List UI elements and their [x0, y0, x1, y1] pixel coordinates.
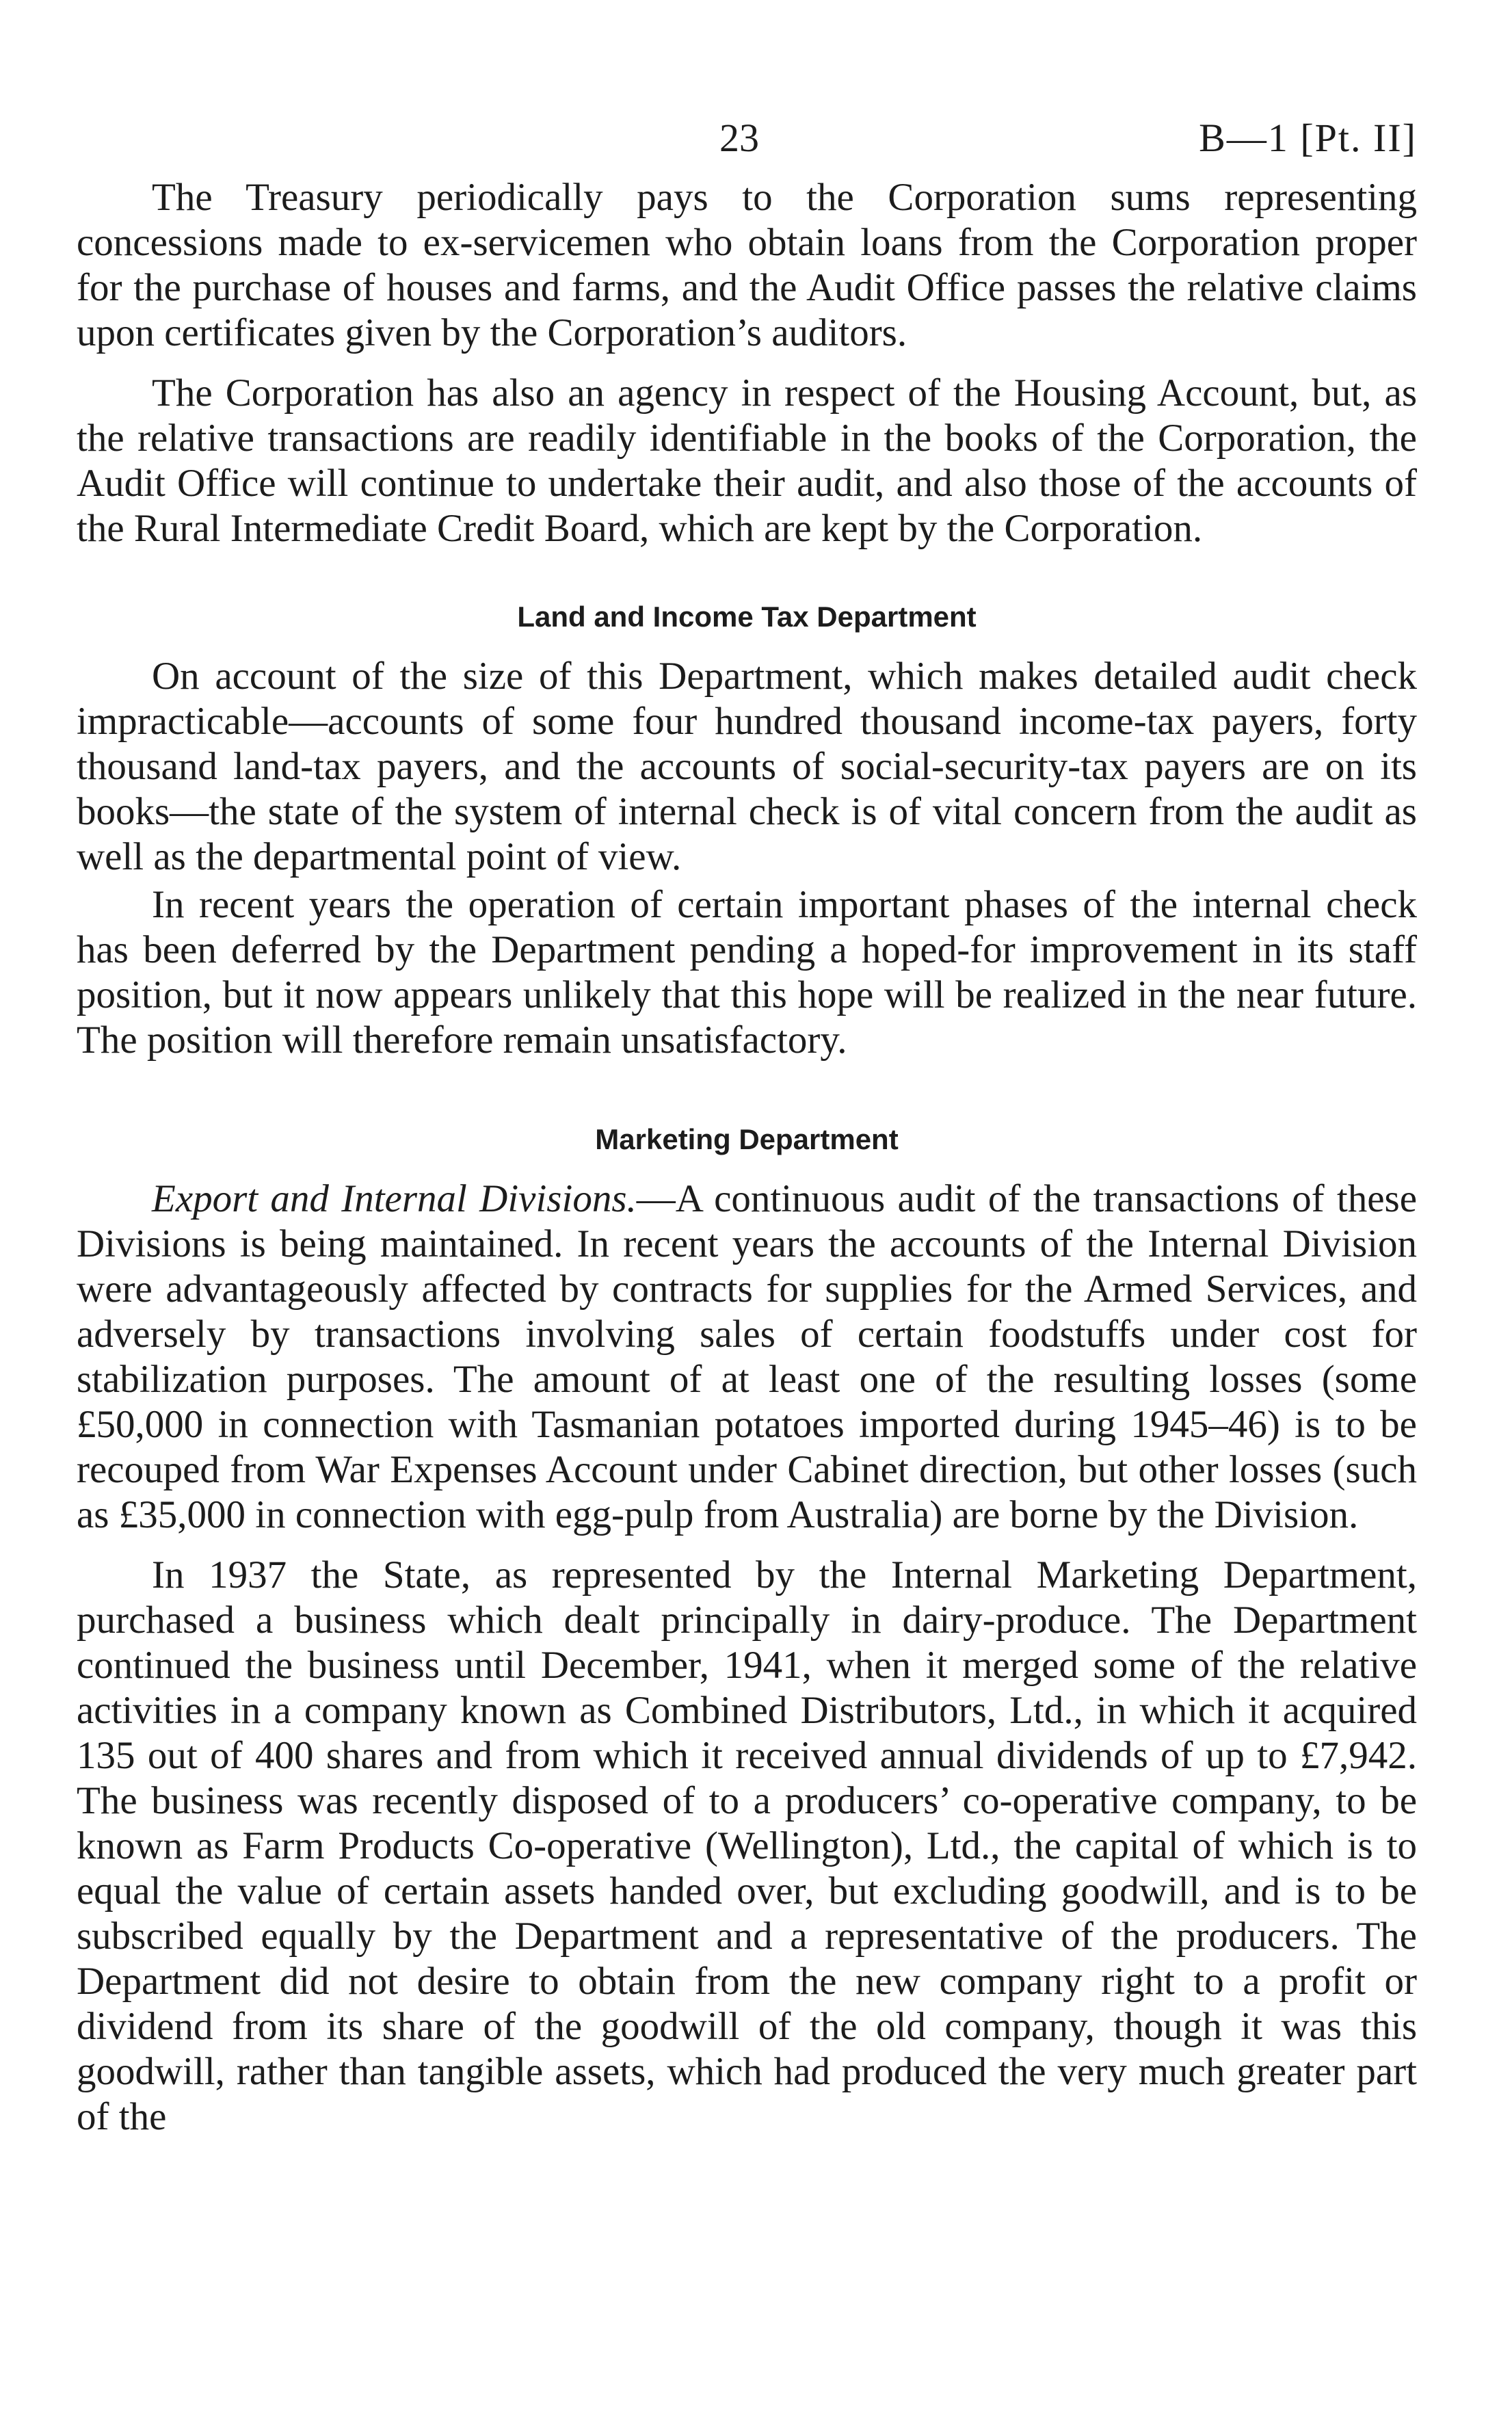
- paragraph-land-tax-size: On account of the size of this Department, which makes detailed audit check impracticable—accounts of some four hundred thousand income-tax payers, forty thousand land-tax payers, and the accounts of social-security-tax payers are on its books—the state of the system of internal check is of vital concern from the audit as well as the departmental point of view.: [77, 655, 1417, 878]
- page-header: [77, 103, 1417, 160]
- paragraph-housing-account: The Corporation has also an agency in respect of the Housing Account, but, as the relative transactions are readily identifiable in the books of the Corporation, the Audit Office will continue to undertake their audit, and also those of the accounts of the Rural Intermediate Credit Board, which are kept by the Corporation.: [77, 371, 1417, 550]
- running-head: B—1 [Pt. II]: [1199, 116, 1417, 160]
- paragraph-land-tax-internal-check: In recent years the operation of certain important phases of the internal check has been deferred by the Department pending a hoped-for improvement in its staff position, but it now appears unlikely that this hope will be realized in the near future. The position will therefore remain unsatisfactory.: [77, 883, 1417, 1062]
- page-number: 23: [719, 116, 759, 160]
- paragraph-treasury-concessions: The Treasury periodically pays to the Corporation sums representing concessions made to ex-servicemen who obtain loans from the Corporation proper for the purchase of houses and farms, and the Audit Office passes the relative claims upon certificates given by the Corporation’s auditors.: [77, 176, 1417, 354]
- paragraph-export-internal-text: —A continuous audit of the transactions of these Divisions is being maintained. In recent years the accounts of the Internal Division were advantageously affected by contracts for supplies for the Armed Services, and adversely by transactions involving sales of certain foodstuffs under cost for stabilization purposes. The amount of at least one of the resulting losses (some £50,000 in connection with Tasmanian potatoes imported during 1945–46) is to be recouped from War Expenses Account under Cabinet direction, but other losses (such as £35,000 in connection with egg-pulp from Australia) are borne by the Division.: [77, 1177, 1417, 1536]
- paragraph-dairy-business: In 1937 the State, as represented by the Internal Marketing Department, purchased a business which dealt principally in dairy-produce. The Department continued the business until December, 1941, when it merged some of the relative activities in a company known as Combined Distributors, Ltd., in which it acquired 135 out of 400 shares and from which it received annual dividends of up to £7,942. The business was recently disposed of to a producers’ co-operative company, to be known as Farm Products Co-operative (Wellington), Ltd., the capital of which is to equal the value of certain assets handed over, but excluding goodwill, and is to be subscribed equally by the Department and a representative of the producers. The Department did not desire to obtain from the new company right to a profit or dividend from its share of the goodwill of the old company, though it was this goodwill, rather than tangible assets, which had produced the very much greater part of the: [77, 1553, 1417, 2138]
- document-page: [77, 103, 1417, 2140]
- subheading-export-internal: Export and Internal Divisions.: [152, 1177, 637, 1220]
- section-heading-marketing: Marketing Department: [595, 1123, 899, 1155]
- section-heading-land-income-tax: Land and Income Tax Department: [517, 601, 977, 633]
- paragraph-export-internal-divisions: [77, 1177, 1417, 1538]
